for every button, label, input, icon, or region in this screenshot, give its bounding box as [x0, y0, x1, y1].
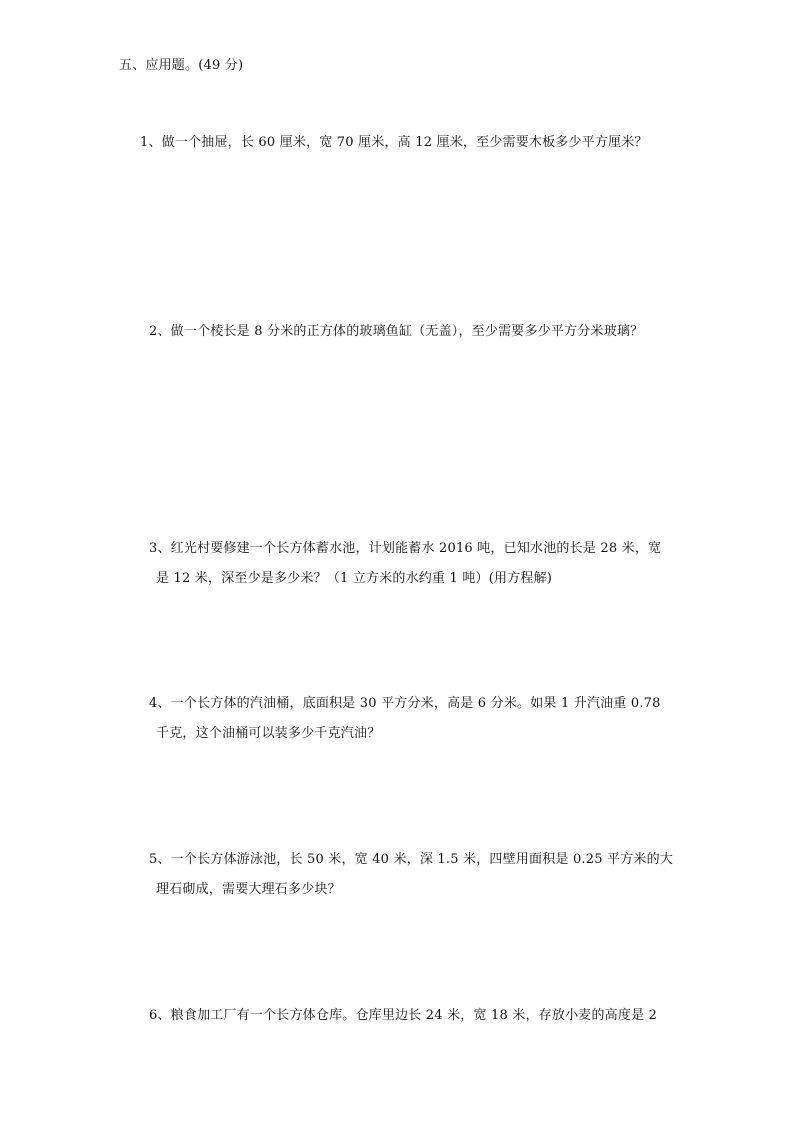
- question-3-line-2: 是 12 米，深至少是多少米？（1 立方米的水约重 1 吨）(用方程解): [156, 571, 553, 586]
- question-1-line-1: 1、做一个抽屉，长 60 厘米，宽 70 厘米，高 12 厘米，至少需要木板多少平方厘米？: [140, 135, 648, 150]
- question-3-line-1: 3、红光村要修建一个长方体蓄水池，计划能蓄水 2016 吨，已知水池的长是 28 米，宽: [149, 541, 662, 556]
- question-6-line-1: 6、粮食加工厂有一个长方体仓库。仓库里边长 24 米，宽 18 米，存放小麦的高度是 2: [149, 1008, 658, 1023]
- question-2-line-1: 2、做一个棱长是 8 分米的正方体的玻璃鱼缸（无盖），至少需要多少平方分米玻璃？: [149, 324, 644, 339]
- question-4-line-2: 千克，这个油桶可以装多少千克汽油？: [156, 726, 381, 741]
- question-4-line-1: 4、一个长方体的汽油桶，底面积是 30 平方分米，高是 6 分米。如果 1 升汽油重 0.78: [149, 696, 661, 711]
- question-5-line-1: 5、一个长方体游泳池，长 50 米，宽 40 米，深 1.5 米，四壁用面积是 0.25 平方米的大: [149, 852, 674, 867]
- question-5-line-2: 理石砌成，需要大理石多少块？: [156, 882, 341, 897]
- section-heading: 五、应用题。(49 分): [119, 58, 244, 73]
